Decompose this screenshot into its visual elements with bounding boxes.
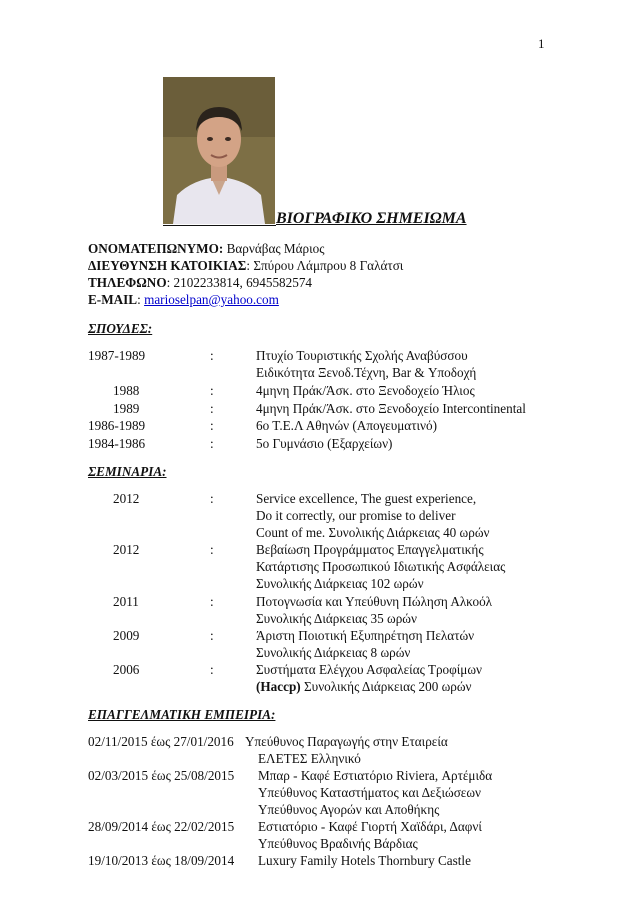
email-link[interactable]: marioselpan@yahoo.com xyxy=(144,292,279,307)
seminar-separator: : xyxy=(210,542,214,557)
seminar-text: Συνολικής Διάρκειας 35 ωρών xyxy=(256,611,417,626)
studies-separator: : xyxy=(210,418,214,433)
experience-text: Luxury Family Hotels Thornbury Castle xyxy=(258,853,471,868)
name-value: Βαρνάβας Μάριος xyxy=(223,241,325,256)
studies-separator: : xyxy=(210,401,214,416)
experience-period: 28/09/2014 έως 22/02/2015 xyxy=(88,819,235,834)
studies-period: 1984-1986 xyxy=(88,436,146,451)
seminar-text: Ποτογνωσία και Υπεύθυνη Πώληση Αλκοόλ xyxy=(256,594,493,609)
seminar-year: 2006 xyxy=(113,662,140,677)
studies-text: Πτυχίο Τουριστικής Σχολής Αναβύσσου xyxy=(256,348,468,363)
experience-text: Υπεύθυνος Παραγωγής στην Εταιρεία xyxy=(245,734,448,749)
experience-period: 02/11/2015 έως 27/01/2016 xyxy=(88,734,234,749)
seminar-year: 2012 xyxy=(113,491,140,506)
phone-line xyxy=(88,275,312,291)
seminar-text: Άριστη Ποιοτική Εξυπηρέτηση Πελατών xyxy=(256,628,475,643)
experience-text: Υπεύθυνος Αγορών και Αποθήκης xyxy=(258,802,440,817)
studies-text: 5ο Γυμνάσιο (Εξαρχείων) xyxy=(256,436,393,451)
seminar-separator: : xyxy=(210,662,214,677)
title-underline-rule xyxy=(163,225,276,226)
experience-period: 02/03/2015 έως 25/08/2015 xyxy=(88,768,235,783)
seminar-duration: Συνολικής Διάρκειας 200 ωρών xyxy=(303,679,472,694)
page-number: 1 xyxy=(538,36,545,51)
studies-separator: : xyxy=(210,383,214,398)
studies-text: Ειδικότητα Ξενοδ.Τέχνη, Bar & Υποδοχή xyxy=(256,365,477,380)
studies-separator: : xyxy=(210,348,214,363)
experience-heading: ΕΠΑΓΓΕΛΜΑΤΙΚΗ ΕΜΠΕΙΡΙΑ: xyxy=(88,707,276,722)
experience-text: ΕΛΕΤΕΣ Ελληνικό xyxy=(258,751,361,766)
seminar-separator: : xyxy=(210,491,214,506)
seminar-text: Βεβαίωση Προγράμματος Επαγγελματικής xyxy=(256,542,484,557)
seminar-text: Κατάρτισης Προσωπικού Ιδιωτικής Ασφάλειας xyxy=(256,559,506,574)
email-separator: : xyxy=(137,292,145,307)
experience-text: Υπεύθυνος Καταστήματος και Δεξιώσεων xyxy=(258,785,481,800)
haccp-label: (Haccp) xyxy=(256,679,301,694)
studies-separator: : xyxy=(210,436,214,451)
experience-text: Υπεύθυνος Βραδινής Βάρδιας xyxy=(258,836,418,851)
studies-text: 4μηνη Πράκ/Άσκ. στο Ξενοδοχείο Ήλιος xyxy=(256,383,475,398)
experience-period: 19/10/2013 έως 18/09/2014 xyxy=(88,853,235,868)
studies-period: 1987-1989 xyxy=(88,348,146,363)
seminar-text: Service excellence, The guest experience, xyxy=(256,491,477,506)
seminar-separator: : xyxy=(210,594,214,609)
email-line xyxy=(88,292,279,308)
address-label: ΔΙΕΥΘΥΝΣΗ ΚΑΤΟΙΚΙΑΣ xyxy=(88,258,247,273)
phone-value: : 2102233814, 6945582574 xyxy=(166,275,313,290)
address-value: : Σπύρου Λάμπρου 8 Γαλάτσι xyxy=(246,258,404,273)
portrait-photo xyxy=(163,77,275,224)
seminar-text: Συνολικής Διάρκειας 102 ωρών xyxy=(256,576,424,591)
seminars-heading: ΣΕΜΙΝΑΡΙΑ: xyxy=(88,464,167,479)
studies-period: 1989 xyxy=(113,401,140,416)
address-line xyxy=(88,258,403,274)
studies-period: 1986-1989 xyxy=(88,418,146,433)
studies-period: 1988 xyxy=(113,383,140,398)
email-label: E-MAIL xyxy=(88,292,138,307)
seminar-text: Συστήματα Ελέγχου Ασφαλείας Τροφίμων xyxy=(256,662,482,677)
studies-text: 6ο Τ.Ε.Λ Αθηνών (Απογευματινό) xyxy=(256,418,438,433)
seminar-text xyxy=(256,679,472,695)
seminar-year: 2009 xyxy=(113,628,140,643)
studies-text: 4μηνη Πράκ/Άσκ. στο Ξενοδοχείο Intercontinental xyxy=(256,401,526,416)
document-title: ΒΙΟΓΡΑΦΙΚΟ ΣΗΜΕΙΩΜΑ xyxy=(276,210,467,227)
portrait-photo-icon xyxy=(163,77,275,224)
studies-heading: ΣΠΟΥΔΕΣ: xyxy=(88,321,153,336)
seminar-text: Count of me. Συνολικής Διάρκειας 40 ωρών xyxy=(256,525,490,540)
name-line xyxy=(88,241,324,257)
seminar-year: 2011 xyxy=(113,594,139,609)
seminar-separator: : xyxy=(210,628,214,643)
seminar-text: Do it correctly, our promise to deliver xyxy=(256,508,456,523)
name-label: ΟΝΟΜΑΤΕΠΩΝΥΜΟ: xyxy=(88,241,224,256)
seminar-year: 2012 xyxy=(113,542,140,557)
experience-text: Εστιατόριο - Καφέ Γιορτή Χαϊδάρι, Δαφνί xyxy=(258,819,482,834)
phone-label: ΤΗΛΕΦΩΝΟ xyxy=(88,275,167,290)
experience-text: Μπαρ - Καφέ Εστιατόριο Riviera, Αρτέμιδα xyxy=(258,768,493,783)
seminar-text: Συνολικής Διάρκειας 8 ωρών xyxy=(256,645,411,660)
